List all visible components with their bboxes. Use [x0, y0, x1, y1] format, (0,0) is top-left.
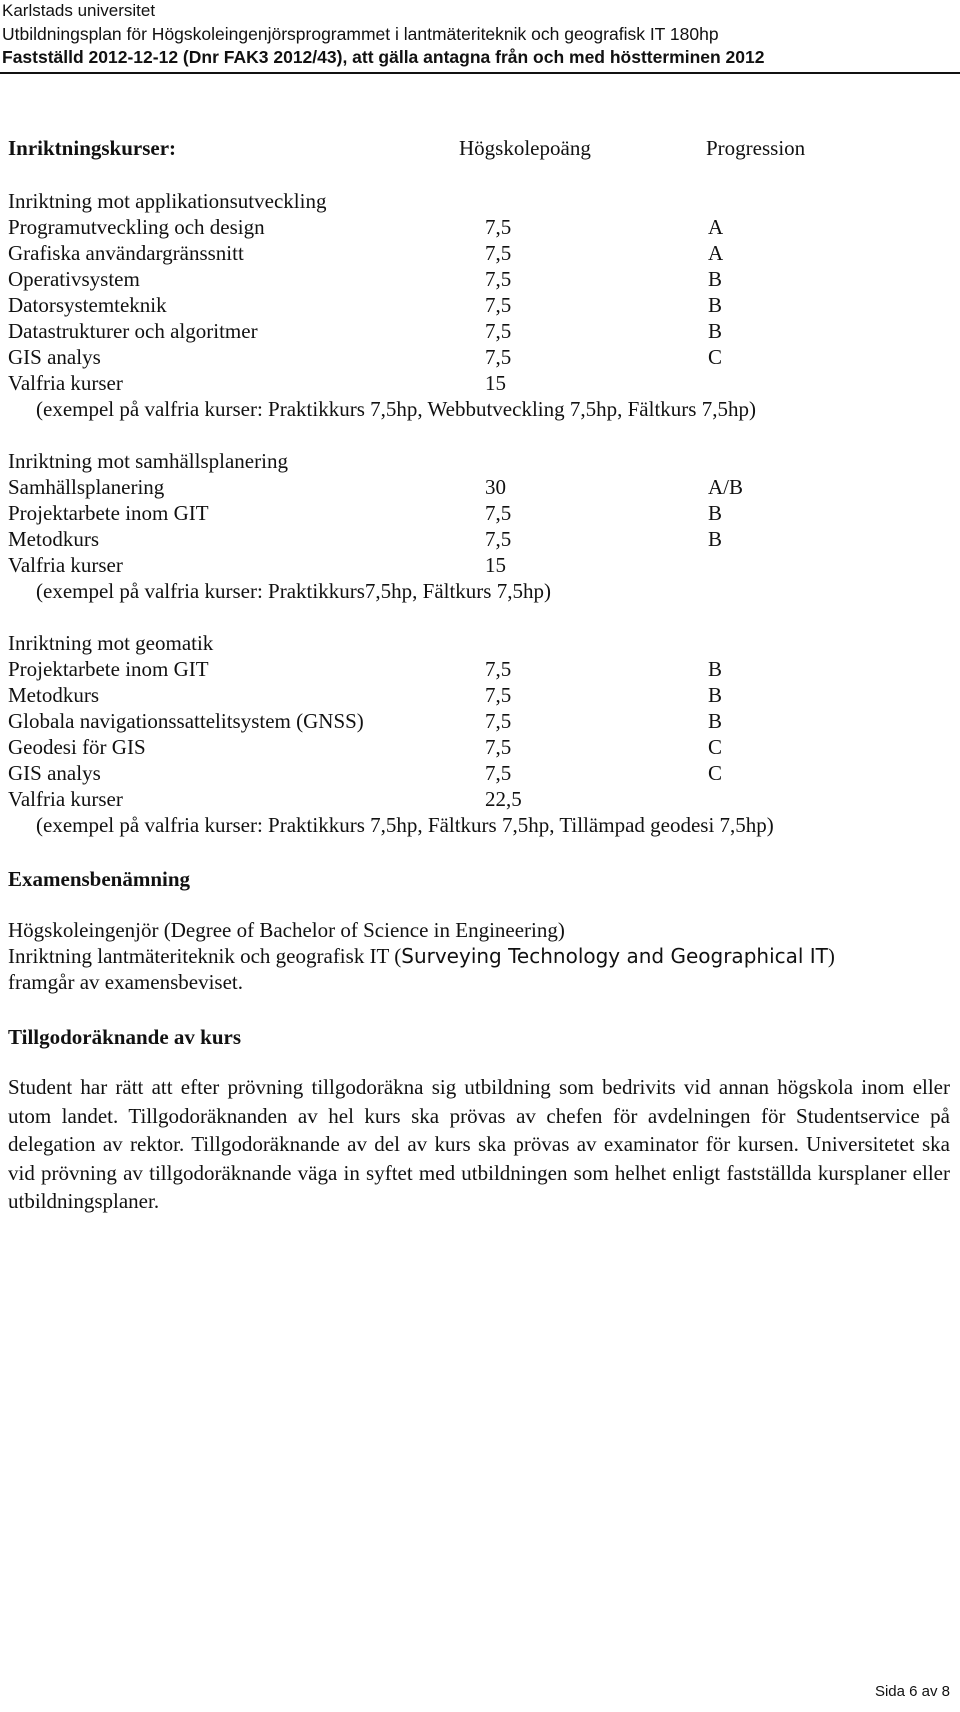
course-progression: B	[708, 319, 723, 343]
degree-track-suffix: )	[827, 944, 835, 968]
track-heading: Inriktning mot applikationsutveckling	[8, 189, 327, 213]
course-name: Datorsystemteknik	[8, 293, 167, 317]
course-credits: 7,5	[485, 267, 512, 291]
course-progression: C	[708, 735, 723, 759]
course-progression: A	[708, 241, 724, 265]
course-name: Samhällsplanering	[8, 475, 165, 499]
course-progression: B	[708, 657, 723, 681]
progression-column-header: Progression	[706, 136, 806, 160]
course-credits: 7,5	[485, 761, 512, 785]
course-name: Operativsystem	[8, 267, 140, 291]
course-progression: B	[708, 683, 723, 707]
degree-track-line	[8, 943, 835, 969]
course-name: Valfria kurser	[8, 787, 123, 811]
course-credits: 7,5	[485, 527, 512, 551]
course-name: Valfria kurser	[8, 553, 123, 577]
course-credits: 22,5	[485, 787, 522, 811]
course-name: Valfria kurser	[8, 371, 123, 395]
course-name: Projektarbete inom GIT	[8, 501, 209, 525]
course-progression: A/B	[708, 475, 744, 499]
course-name: Datastrukturer och algoritmer	[8, 319, 258, 343]
course-credits: 7,5	[485, 215, 512, 239]
course-credits: 7,5	[485, 345, 512, 369]
course-progression: B	[708, 501, 723, 525]
course-name: GIS analys	[8, 345, 101, 369]
course-credits: 7,5	[485, 501, 512, 525]
specialization-courses-heading: Inriktningskurser:	[8, 136, 177, 160]
degree-track-prefix: Inriktning lantmäteriteknik och geografisk IT (	[8, 944, 402, 968]
course-name: Grafiska användargränssnitt	[8, 241, 244, 265]
header-divider	[0, 72, 960, 74]
page-number: Sida 6 av 8	[874, 1683, 950, 1700]
established-line: Fastställd 2012-12-12 (Dnr FAK3 2012/43), att gälla antagna från och med höstterminen 2012	[2, 47, 765, 67]
course-progression: B	[708, 293, 723, 317]
credit-transfer-heading: Tillgodoräknande av kurs	[8, 1025, 242, 1049]
degree-title-line: Högskoleingenjör (Degree of Bachelor of Science in Engineering)	[8, 918, 565, 942]
course-progression: C	[708, 345, 723, 369]
degree-heading: Examensbenämning	[8, 867, 191, 891]
course-credits: 7,5	[485, 735, 512, 759]
course-name: Programutveckling och design	[8, 215, 265, 239]
credits-column-header: Högskolepoäng	[459, 136, 591, 160]
course-progression: B	[708, 527, 723, 551]
course-credits: 30	[485, 475, 506, 499]
course-progression: B	[708, 709, 723, 733]
degree-track-english: Surveying Technology and Geographical IT	[401, 944, 828, 968]
course-credits: 7,5	[485, 319, 512, 343]
elective-examples-note: (exempel på valfria kurser: Praktikkurs7,5hp, Fältkurs 7,5hp)	[36, 579, 551, 603]
course-credits: 15	[485, 371, 506, 395]
course-name: Projektarbete inom GIT	[8, 657, 209, 681]
course-name: Globala navigationssattelitsystem (GNSS)	[8, 709, 364, 733]
course-name: Metodkurs	[8, 527, 99, 551]
course-progression: C	[708, 761, 723, 785]
course-credits: 7,5	[485, 683, 512, 707]
course-credits: 15	[485, 553, 506, 577]
degree-certificate-line: framgår av examensbeviset.	[8, 970, 243, 994]
course-progression: A	[708, 215, 724, 239]
elective-examples-note: (exempel på valfria kurser: Praktikkurs 7,5hp, Fältkurs 7,5hp, Tillämpad geodesi 7,5hp)	[36, 813, 774, 837]
course-credits: 7,5	[485, 293, 512, 317]
course-credits: 7,5	[485, 657, 512, 681]
course-name: Metodkurs	[8, 683, 99, 707]
course-progression: B	[708, 267, 723, 291]
elective-examples-note: (exempel på valfria kurser: Praktikkurs 7,5hp, Webbutveckling 7,5hp, Fältkurs 7,5hp)	[36, 397, 756, 421]
course-credits: 7,5	[485, 709, 512, 733]
course-name: Geodesi för GIS	[8, 735, 146, 759]
course-name: GIS analys	[8, 761, 101, 785]
credit-transfer-paragraph: Student har rätt att efter prövning tillgodoräkna sig utbildning som bedrivits vid annan högskola inom eller utom landet. Tillgodoräknanden av hel kurs ska prövas av chefen för avdelningen för Studentservice på delegation av rektor. Tillgodoräknande av del av kurs ska prövas av examinator för kursen. Universitetet ska vid prövning av tillgodoräknande väga in syftet med utbildningen som helhet enligt fastställda kursplaner eller utbildningsplaner.	[8, 1075, 950, 1213]
track-heading: Inriktning mot samhällsplanering	[8, 449, 288, 473]
course-credits: 7,5	[485, 241, 512, 265]
track-heading: Inriktning mot geomatik	[8, 631, 214, 655]
plan-title: Utbildningsplan för Högskoleingenjörsprogrammet i lantmäteriteknik och geografisk IT 180hp	[2, 24, 719, 44]
university-name: Karlstads universitet	[2, 1, 156, 20]
